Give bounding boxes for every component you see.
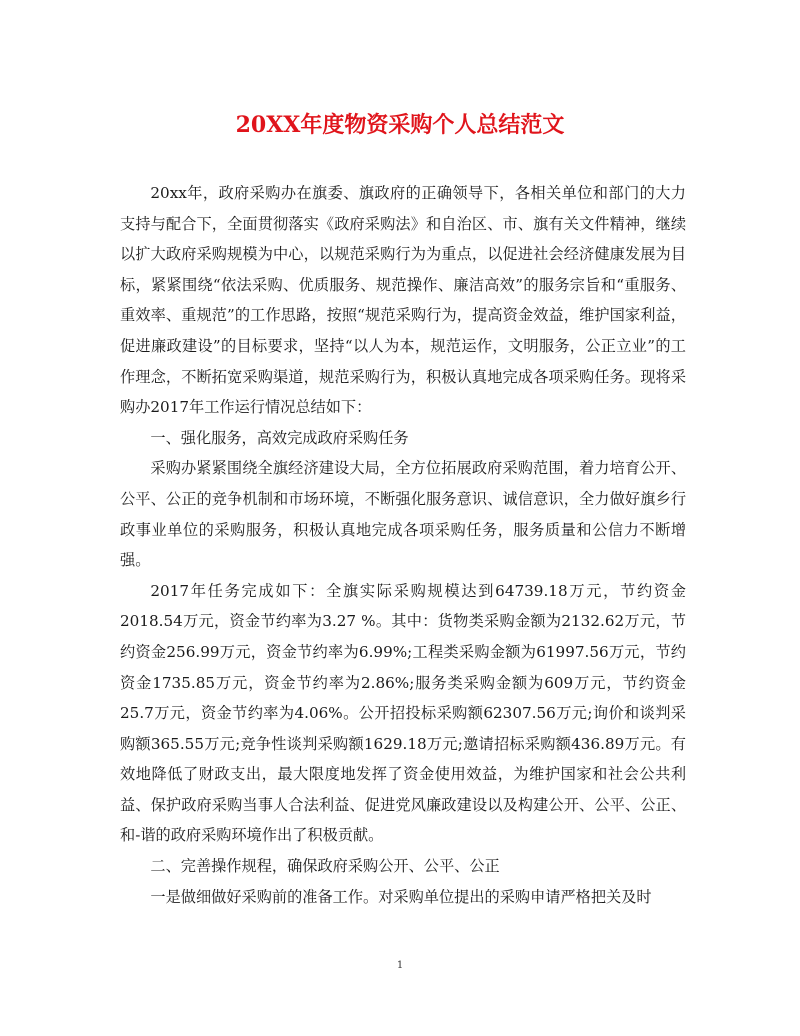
document-body — [120, 178, 686, 912]
section-heading-1: 一、强化服务，高效完成政府采购任务 — [150, 428, 409, 447]
paragraph-statistics: 2017年任务完成如下：全旗实际采购规模达到64739.18万元，节约资金2018.54万元，资金节约率为3.27 %。其中：货物类采购金额为2132.62万元，节约资金256.99万元，资金节约率为6.99%;工程类采购金额为61997.56万元，节约资金1735.85万元，资金节约率为2.86%;服务类采购金额为609万元，节约资金25.7万元，资金节约率为4.06%。公开招投标采购额62307.56万元;询价和谈判采购额365.55万元;竞争性谈判采购额1629.18万元;邀请招标采购额436.89万元。有效地降低了财政支出，最大限度地发挥了资金使用效益，为维护国家和社会公共利益、保护政府采购当事人合法利益、促进党风廉政建设以及构建公开、公平、公正、和-谐的政府采购环境作出了积极贡献。 — [120, 581, 686, 845]
section-heading-2: 二、完善操作规程，确保政府采购公开、公平、公正 — [150, 857, 500, 876]
paragraph-service: 采购办紧紧围绕全旗经济建设大局，全方位拓展政府采购范围，着力培育公开、公平、公正的竞争机制和市场环境，不断强化服务意识、诚信意识，全力做好旗乡行政事业单位的采购服务，积极认真地完成各项采购任务，服务质量和公信力不断增强。 — [120, 459, 686, 570]
paragraph-preparation: 一是做细做好采购前的准备工作。对采购单位提出的采购申请严格把关及时 — [150, 887, 652, 906]
document-title: 20XX年度物资采购个人总结范文 — [235, 112, 565, 138]
page-number: 1 — [396, 960, 404, 971]
paragraph-intro: 20xx年，政府采购办在旗委、旗政府的正确领导下，各相关单位和部门的大力支持与配合下，全面贯彻落实《政府采购法》和自治区、市、旗有关文件精神，继续以扩大政府采购规模为中心，以规范采购行为为重点，以促进社会经济健康发展为目标，紧紧围绕“依法采购、优质服务、规范操作、廉洁高效”的服务宗旨和“重服务、重效率、重规范”的工作思路，按照“规范采购行为，提高资金效益，维护国家利益，促进廉政建设”的目标要求，坚持“以人为本，规范运作，文明服务，公正立业”的工作理念，不断拓宽采购渠道，规范采购行为，积极认真地完成各项采购任务。现将采购办2017年工作运行情况总结如下： — [120, 184, 686, 417]
